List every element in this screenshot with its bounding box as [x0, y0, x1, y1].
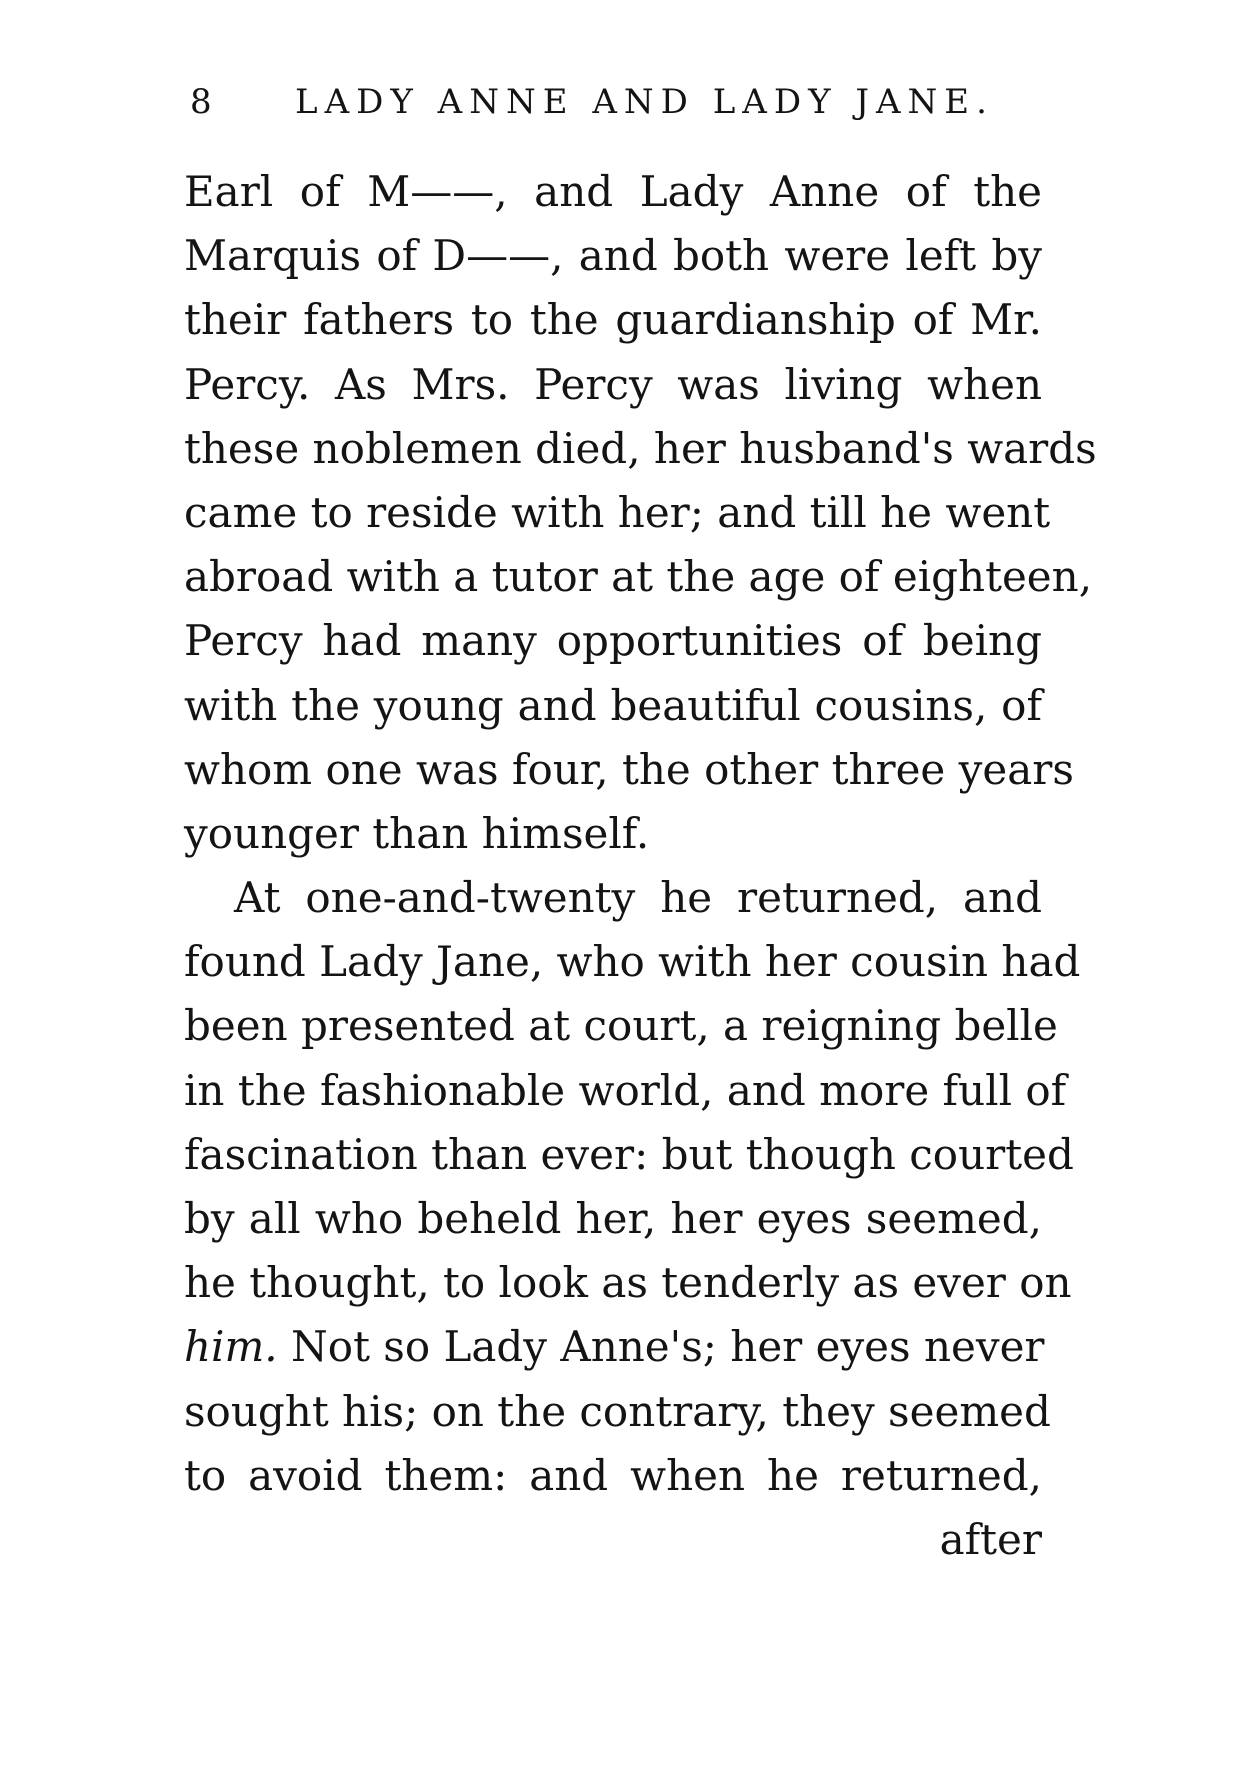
text-line: Percy had many opportunities of being [184, 616, 1042, 666]
text-line: sought his; on the contrary, they seemed [184, 1386, 1051, 1436]
text-line: with the young and beautiful cousins, of [184, 680, 1042, 730]
text-line: younger than himself. [184, 808, 650, 858]
page-header [190, 82, 1050, 132]
text-line: by all who beheld her, her eyes seemed, [184, 1194, 1042, 1243]
paragraph-start-line: At one-and-twenty he returned, and [234, 873, 1042, 923]
text-line: been presented at court, a reigning belle [184, 1001, 1058, 1051]
text-line: Percy. As Mrs. Percy was living when [184, 359, 1042, 409]
text-line: he thought, to look as tenderly as ever on [184, 1258, 1072, 1308]
text-line: whom one was four, the other three years [184, 744, 1074, 794]
running-title: LADY ANNE AND LADY JANE. [295, 82, 994, 122]
text-line: came to reside with her; and till he went [184, 487, 1051, 537]
text-line: found Lady Jane, who with her cousin had [184, 937, 1081, 987]
italic-word: him. [184, 1322, 278, 1372]
catchword: after [939, 1514, 1042, 1564]
text-line: these noblemen died, her husband's wards [184, 423, 1097, 473]
text-line: to avoid them: and when he returned, [184, 1450, 1042, 1500]
text-line: Earl of M——, and Lady Anne of the [184, 167, 1042, 216]
text-line-with-italic [184, 1315, 1045, 1379]
text-segment: Not so Lady Anne's; her eyes never [291, 1322, 1045, 1372]
text-line: Marquis of D——, and both were left by [184, 231, 1042, 281]
text-line: fascination than ever: but though courted [184, 1129, 1074, 1179]
text-line: in the fashionable world, and more full of [184, 1065, 1067, 1115]
text-line: abroad with a tutor at the age of eighteen, [184, 552, 1093, 602]
text-line: their fathers to the guardianship of Mr. [184, 295, 1042, 345]
body-text [184, 160, 1097, 1572]
page-number: 8 [190, 82, 218, 122]
